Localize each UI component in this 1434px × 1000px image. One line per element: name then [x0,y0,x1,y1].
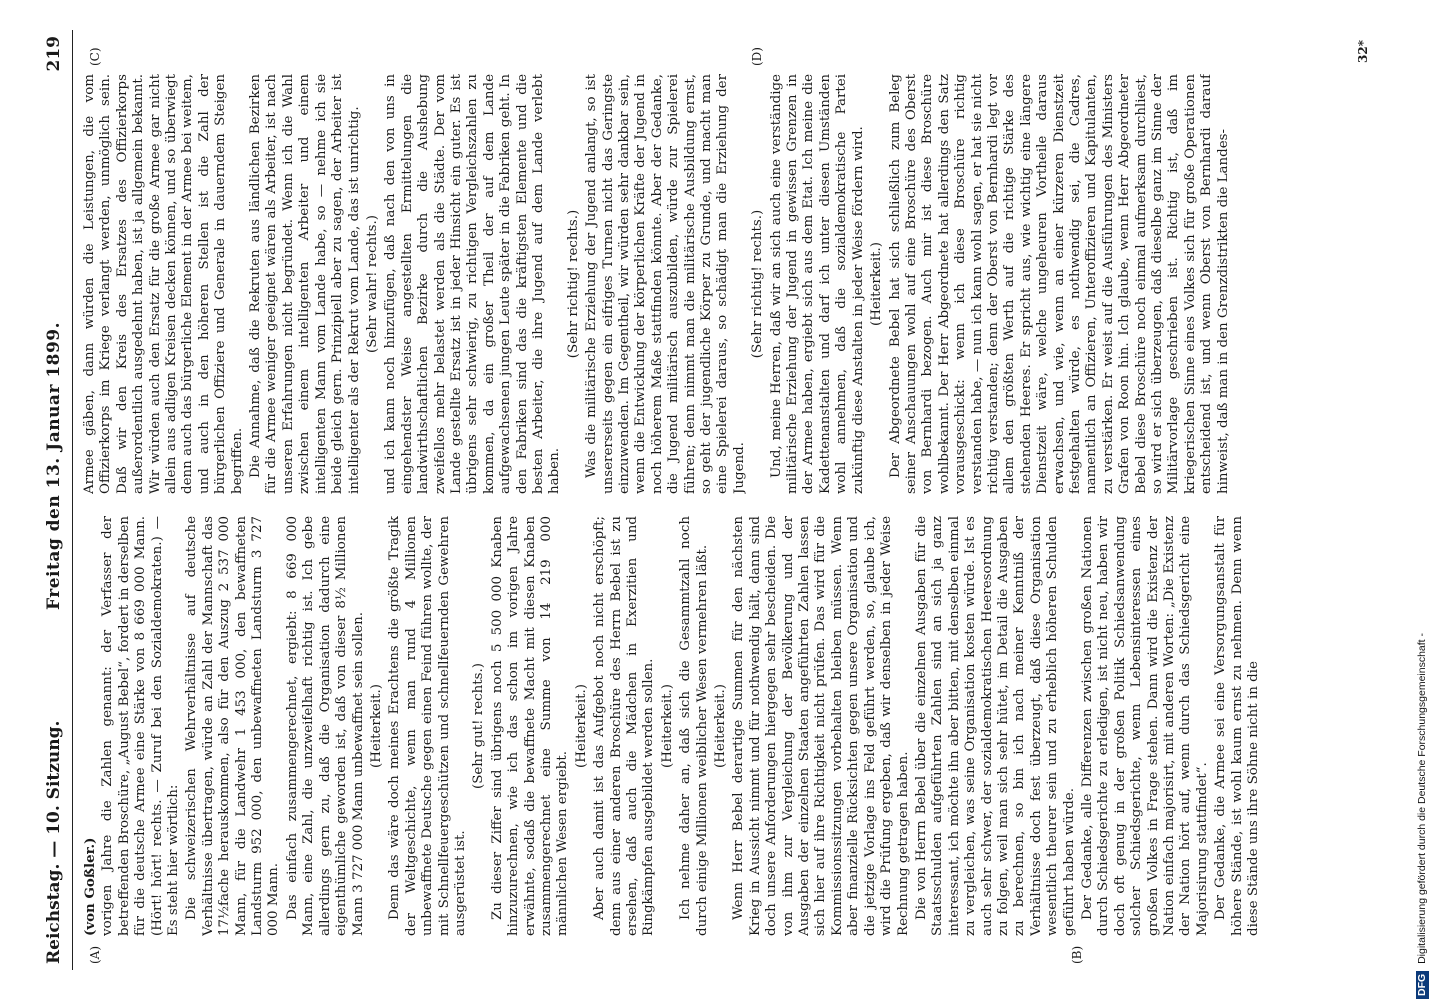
margin-mark-d: (D) [750,47,764,66]
paragraph: Und, meine Herren, daß wir an sich auch eine verständige militärische Erziehung der Jugend in gewissen Grenzen in der Armee haben, ergiebt sich aus dem Etat. Ich meine die Kadettenanstalten und darf ich unter diesen Umständen wohl annehmen, daß die sozialdemokratische Partei zukünftig diese Anstalten in jeder Weise fördern wird. [768,74,866,494]
interjection: (Sehr wahr! rechts.) [364,215,380,353]
interjection: (Heiterkeit.) [368,684,384,768]
paragraph: Wenn Herr Bebel derartige Summen für den nächsten Krieg in Aussicht nimmt und für nothwendig hält, dann sind doch unsere Anforderungen hiergegen sehr bescheiden. Die von ihm zur Vergleichung der Bevölkerung und der Ausgaben der einzelnen Staaten angeführten Zahlen lassen sich hier auf ihre Richtigkeit nicht prüfen. Das wird für die Kommissionssitzungen vorbehalten bleiben müssen. Wenn aber finanzielle Rücksichten gegen unsere Organisation und die jetzige Vorlage ins Feld geführt werden, so, glaube ich, wird die Prüfung ergeben, daß wir denselben in jeder Weise Rechnung getragen haben. [731,516,911,936]
signature-mark: 32* [1356,40,1370,63]
header-session: Reichstag. — 10. Sitzung. [44,720,64,964]
quotation: Die schweizerischen Wehrverhältnisse auf deutsche Verhältnisse übertragen, würde an Zahl der Mannschaft das 17½fache herauskommen, also für den Auszug 2 537 000 Mann, für die Landwehr 1 453 000, den bewaffneten Landsturm 952 000, den unbewaffneten Landsturm 3 727 000 Mann. [184,516,282,936]
right-text-column [82,74,1354,494]
speaker-name: (von Goßler.) [82,837,98,936]
running-header [38,30,73,970]
interjection: (Sehr gut! rechts.) [471,663,487,790]
paragraph: Aber auch damit ist das Aufgebot noch nicht erschöpft; denn aus einer anderen Broschüre des Herrn Bebel ist zu ersehen, daß auch die Mädchen in Exerzitien und Ringkämpfen ausgebildet werden sollen. [592,516,657,936]
interjection: (Sehr richtig! rechts.) [750,209,766,359]
margin-mark-b: (B) [1070,945,1084,964]
paragraph: und ich kann noch hinzufügen, daß nach den von uns in eingehendster Weise angestellten Ermittelungen die landwirthschaftlichen Bezirke durch die Aushebung zweifellos mehr belastet werden als die Städte. Der vom Lande gestellte Ersatz ist in jeder Hinsicht ein guter. Es ist übrigens sehr schwierig, zu richtigen Vergleichszahlen zu kommen, da ein großer Theil der auf dem Lande aufgewachsenen jungen Leute später in die Fabriken geht. In den Fabriken sind das die kräftigsten Elemente und die besten Arbeiter, die ihre Jugend auf dem Lande verlebt haben. [383,74,563,494]
credit-text: Digitalisierung gefördert durch die Deutsche Forschungsgemeinschaft - [1416,632,1428,964]
page-number: 219 [44,36,64,72]
margin-mark-a: (A) [88,945,102,964]
paragraph: Denn das wäre doch meines Erachtens die größte Tragik der Weltgeschichte, wenn man rund 4 Millionen unbewaffnete Deutsche gegen einen Feind führen wollte, der mit Schnellfeuergeschützen und schnellfeuernden Gewehren ausgerüstet ist. [387,516,468,936]
paragraph: Was die militärische Erziehung der Jugend anlangt, so ist unsererseits gegen ein eifriges Turnen nicht das Geringste einzuwenden. Im Gegentheil, wir würden sehr dankbar sein, wenn die Entwicklung der körperlichen Kräfte der Jugend in noch höherem Maße stattfinden könnte. Aber der Gedanke, die Jugend militärisch auszubilden, würde zur Spielerei führen; denn nimmt man die militärische Ausbildung ernst, so geht der jugendliche Körper zu Grunde, und macht man eine Spielerei daraus, so schädigt man die Erziehung der Jugend. [584,74,747,494]
paragraph: Die von Herrn Bebel über die einzelnen Ausgaben für die Staatsschulden aufgeführten Zahlen sind an sich ja ganz interessant, ich möchte ihn aber bitten, mit denselben einmal zu vergleichen, was seine Organisation kosten würde. Ist es auch sehr schwer, der sozialdemokratischen Heeresordnung zu folgen, weil man sich sehr hütet, im Detail die Ausgaben zu berechnen, so bin ich nach meiner Kenntniß der Verhältnisse doch fest überzeugt, daß diese Organisation wesentlich theurer sein und zu erheblich höheren Schulden geführt haben würde. [913,516,1077,936]
paragraph: Armee gäben, dann würden die Leistungen, die vom Offizierkorps im Kriege verlangt werden, unmöglich sein. Daß wir den Kreis des Ersatzes des Offizierkorps außerordentlich ausgedehnt haben, ist ja allgemein bekannt. Wir würden auch den Ersatz für die große Armee gar nicht allein aus adligen Kreisen decken können, und so überwiegt denn auch das bürgerliche Element in der Armee bei weitem, und auch in den höheren Stellen ist die Zahl der bürgerlichen Offiziere und Generale in dauerndem Steigen begriffen. [82,74,245,494]
paragraph: vorigen Jahre die Zahlen genannt: der Verfasser der betreffenden Broschüre, „August Bebel“, fordert in derselben für die deutsche Armee eine Stärke von 8 669 000 Mann. (Hört! hört! rechts. — Zuruf bei den Sozialdemokraten.) — Es steht hier wörtlich: [100,516,182,936]
dfg-logo: DFG [1416,971,1429,999]
document-page [30,30,1370,970]
left-text-column [82,516,1354,936]
interjection: (Sehr richtig! rechts.) [565,209,581,359]
paragraph: Zu dieser Ziffer sind übrigens noch 5 500 000 Knaben hinzuzurechnen, wie ich das schon im vorigen Jahre erwähnte, sodaß die bewaffnete Macht mit diesen Knaben zusammengerechnet eine Summe von 14 219 000 männlichen Wesen ergiebt. [489,516,571,936]
paragraph: Der Abgeordnete Bebel hat sich schließlich zum Beleg seiner Anschauungen wohl auf eine Broschüre des Oberst von Bernhardi bezogen. Auch mir ist diese Broschüre wohlbekannt. Der Herr Abgeordnete hat allerdings den Satz vorausgeschickt: wenn ich diese Broschüre richtig verstanden habe, — nun ich kann wohl sagen, er hat sie nicht richtig verstanden; denn der Oberst von Bernhardi legt vor allem den größten Werth auf die richtige Stärke des stehenden Heeres. Er spricht aus, wie wichtig eine längere Dienstzeit wäre, welche ungeheuren Vortheile daraus erwachsen, und wie, wenn an einer kürzeren Dienstzeit festgehalten würde, es nothwendig sei, die Cadres, namentlich an Offizieren, Unteroffizieren und Kapitulanten, zu verstärken. Er weist auf die Ausführungen des Ministers Grafen von Roon hin. Ich glaube, wenn Herr Abgeordneter Bebel diese Broschüre noch einmal aufmerksam durchliest, so wird er sich überzeugen, daß dieselbe ganz im Sinne der Militärvorlage geschrieben ist. Richtig ist, daß im kriegerischen Sinne eines Volkes sich für große Operationen entscheidend ist, und wenn Oberst von Bernhardi darauf hinweist, daß man in den Grenzdistrikten die Landes- [887,74,1231,494]
digitization-credit [1412,5,1434,999]
paragraph: Der Gedanke, die Armee sei eine Versorgungsanstalt für höhere Stände, ist wohl kaum ernst zu nehmen. Denn wenn diese Stände uns ihre Söhne nicht in die [1213,516,1262,936]
interjection: (Heiterkeit.) [659,684,675,768]
header-date: Freitag den 13. Januar 1899. [44,321,64,610]
paragraph: Die Annahme, daß die Rekruten aus ländlichen Bezirken für die Armee weniger geeignet wären als Arbeiter, ist nach unseren Erfahrungen nicht begründet. Wenn ich die Wahl zwischen einem intelligenten Arbeiter und einem intelligenten Mann vom Lande habe, so — nehme ich sie beide gleich gern. Prinzipiell aber zu sagen, der Arbeiter ist intelligenter als der Rekrut vom Lande, das ist unrichtig. [248,74,362,494]
interjection: (Heiterkeit.) [713,684,729,768]
margin-mark-c: (C) [88,47,102,66]
interjection: (Heiterkeit.) [573,684,589,768]
paragraph: Der Gedanke, alle Differenzen zwischen großen Nationen durch Schiedsgerichte zu erledigen, ist nicht neu, haben wir doch oft genug in der großen Politik Schiedsanwendung solcher Schiedsgerichte, wenn Lebensinteressen eines großen Volkes in Frage stehen. Dann wird die Existenz der Nation einfach majorisirt, mit anderen Worten: „Die Existenz der Nation hört auf, wenn durch das Schiedsgericht eine Majorisirung stattfindet“. [1079,516,1210,936]
paragraph: Ich nehme daher an, daß sich die Gesammtzahl noch durch einige Millionen weiblicher Wesen vermehren läßt. [678,516,710,936]
paragraph: Das einfach zusammengerechnet, ergiebt: 8 669 000 Mann, eine Zahl, die unzweifelhaft richtig ist. Ich gebe allerdings gern zu, daß die Organisation dadurch eine eigenthümliche geworden ist, daß von dieser 8½ Millionen Mann 3 727 000 Mann unbewaffnet sein sollen. [284,516,366,936]
interjection: (Heiterkeit.) [869,242,885,326]
